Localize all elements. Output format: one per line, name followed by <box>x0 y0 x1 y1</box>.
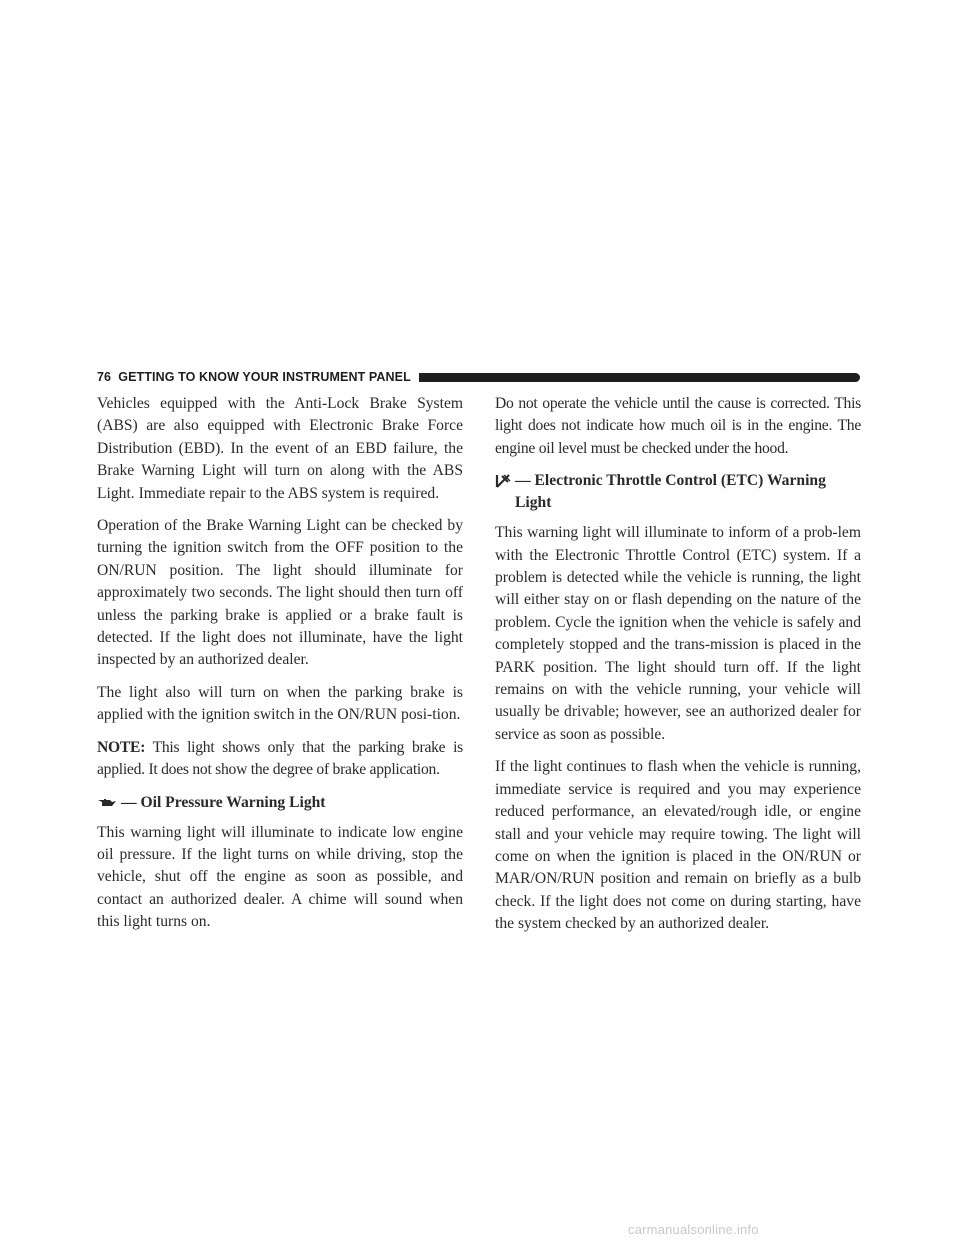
watermark: carmanualsonline.info <box>628 1222 759 1237</box>
brake-check-paragraph: Operation of the Brake Warning Light can be checked by turning the ignition switch from the OFF position to the ON/RUN position. The light should illuminate for approximately two seconds. The light should then turn off unless the parking brake is applied or a brake fault is detected. If the light does not illuminate, have the light inspected by an authorized dealer. <box>97 517 463 669</box>
header-rule-bar <box>419 373 860 382</box>
note-paragraph <box>97 737 463 782</box>
oil-pressure-heading-text: — Oil Pressure Warning Light <box>121 793 326 811</box>
etc-description-paragraph: This warning light will illuminate to inform of a prob-lem with the Electronic Throttle Control (ETC) system. If a problem is detected while the vehicle is running, the light will either stay on or flash depending on the nature of the problem. Cycle the ignition when the vehicle is safely and completely stopped and the trans-mission is placed in the PARK position. The light should turn off. If the light remains on with the vehicle running, your vehicle will usually be drivable; however, see an authorized dealer for service as soon as possible. <box>495 524 861 743</box>
page-header-text <box>97 370 411 384</box>
left-column <box>97 393 463 944</box>
page-header <box>97 367 860 387</box>
oil-can-icon <box>97 792 117 814</box>
note-label: NOTE: <box>97 738 146 756</box>
note-text: This light shows only that the parking brake is applied. It does not show the degree of brake application. <box>97 738 463 779</box>
parking-brake-paragraph: The light also will turn on when the parking brake is applied with the ignition switch in the ON/RUN posi-tion. <box>97 683 463 724</box>
etc-flash-paragraph: If the light continues to flash when the vehicle is running, immediate service is required and you may experience reduced performance, an elevated/rough idle, or engine stall and your vehicle may require towing. The light will come on when the ignition is placed in the ON/RUN or MAR/ON/RUN position and remain on briefly as a bulb check. If the light does not come on during starting, have the system checked by an authorized dealer. <box>495 758 861 933</box>
section-title: GETTING TO KNOW YOUR INSTRUMENT PANEL <box>118 370 411 384</box>
etc-heading <box>495 470 861 514</box>
right-column <box>495 393 861 946</box>
etc-heading-text: — Electronic Throttle Control (ETC) Warning Light <box>515 472 826 512</box>
oil-pressure-heading <box>97 792 463 814</box>
page-number: 76 <box>97 370 112 384</box>
oil-pressure-paragraph: This warning light will illuminate to indicate low engine oil pressure. If the light turns on while driving, stop the vehicle, shut off the engine as soon as possible, and contact an authorized dealer. A chime will sound when this light turns on. <box>97 823 463 931</box>
do-not-operate-paragraph: Do not operate the vehicle until the cause is corrected. This light does not indicate how much oil is in the engine. The engine oil level must be checked under the hood. <box>495 395 861 457</box>
ebd-paragraph: Vehicles equipped with the Anti-Lock Brake System (ABS) are also equipped with Electronic Brake Force Distribution (EBD). In the event of an EBD failure, the Brake Warning Light will turn on along with the ABS Light. Immediate repair to the ABS system is required. <box>97 395 463 502</box>
throttle-control-icon <box>495 470 511 492</box>
